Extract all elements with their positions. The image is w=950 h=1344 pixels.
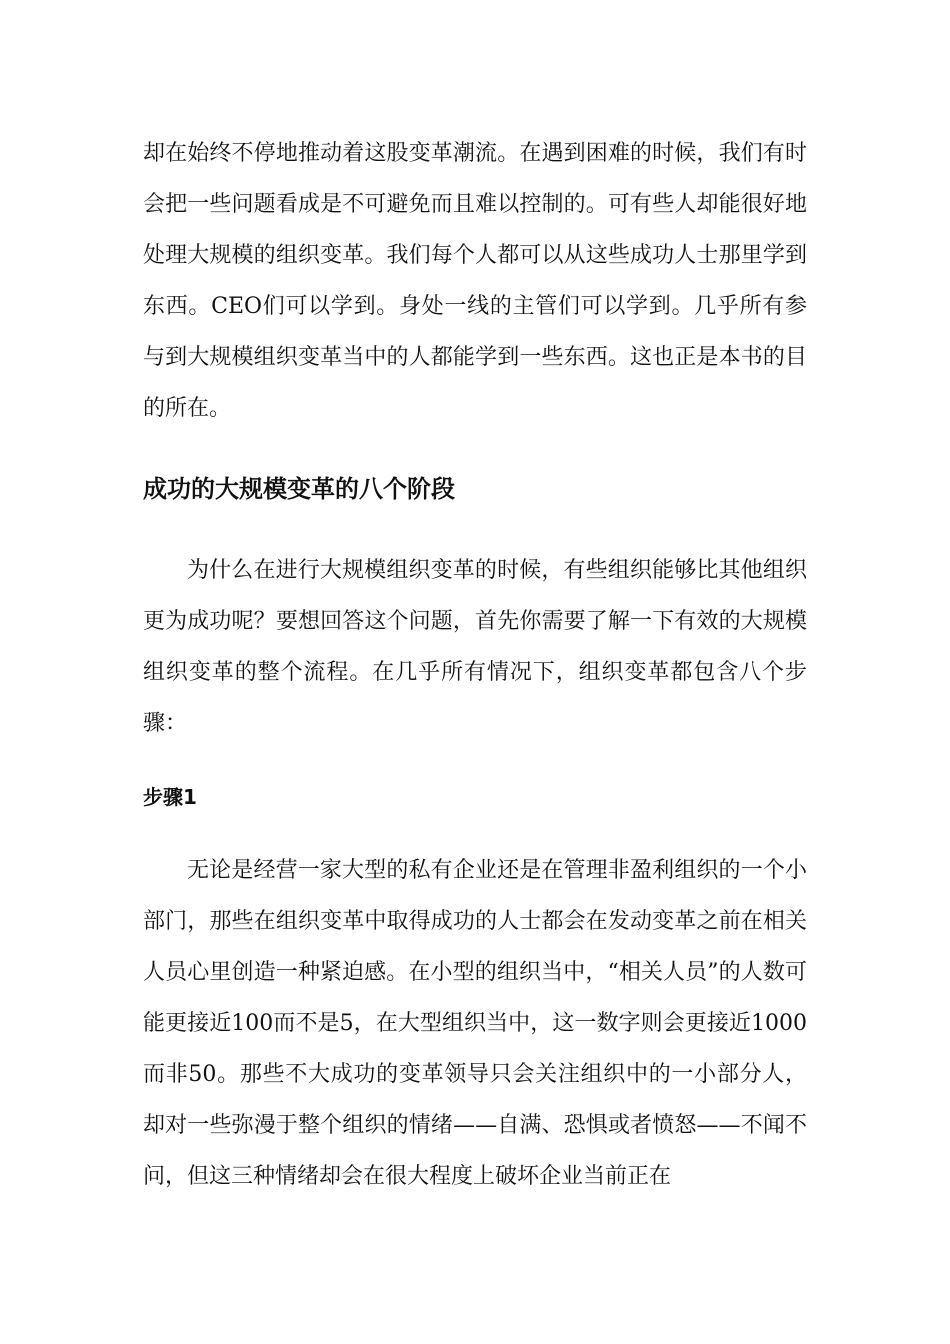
intro-paragraph: 却在始终不停地推动着这股变革潮流。在遇到困难的时候，我们有时会把一些问题看成是不可避免而且难以控制的。可有些人却能很好地处理大规模的组织变革。我们每个人都可以从这些成功人士那里学到东西。CEO们可以学到。身处一线的主管们可以学到。几乎所有参与到大规模组织变革当中的人都能学到一些东西。这也正是本书的目的所在。 bbox=[143, 141, 807, 421]
step-paragraph: 无论是经营一家大型的私有企业还是在管理非盈利组织的一个小部门，那些在组织变革中取得成功的人士都会在发动变革之前在相关人员心里创造一种紧迫感。在小型的组织当中，“相关人员”的人数可能更接近100而不是5，在大型组织当中，这一数字则会更接近1000而非50。那些不大成功的变革领导只会关注组织中的一小部分人，却对一些弥漫于整个组织的情绪——自满、恐惧或者愤怒——不闻不问，但这三种情绪却会在很大程度上破坏企业当前正在 bbox=[143, 858, 807, 1189]
page-content bbox=[143, 128, 807, 1202]
section-heading: 成功的大规模变革的八个阶段 bbox=[143, 475, 455, 503]
step-heading: 步骤1 bbox=[143, 785, 197, 809]
section-paragraph: 为什么在进行大规模组织变革的时候，有些组织能够比其他组织更为成功呢？要想回答这个问题，首先你需要了解一下有效的大规模组织变革的整个流程。在几乎所有情况下，组织变革都包含八个步骤： bbox=[143, 558, 807, 736]
